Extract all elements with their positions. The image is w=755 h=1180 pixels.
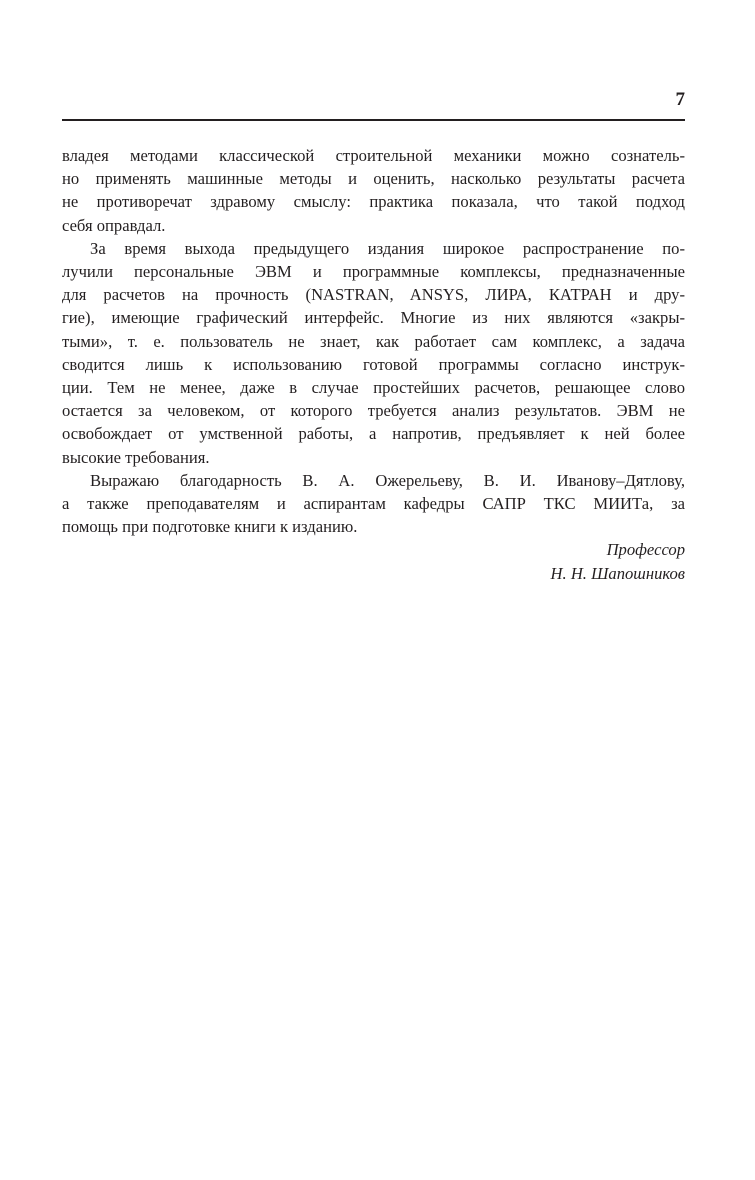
text-line: а также преподавателям и аспирантам кафедры САПР ТКС МИИТа, за: [62, 494, 685, 514]
text-line: но применять машинные методы и оценить, насколько результаты расчета: [62, 169, 685, 189]
text-line: тыми», т. е. пользователь не знает, как работает сам комплекс, а задача: [62, 331, 685, 351]
text-line: гие), имеющие графический интерфейс. Многие из них являются «закры-: [62, 308, 685, 328]
page-body: [62, 144, 685, 585]
text-line: сводится лишь к использованию готовой программы согласно инструк-: [62, 354, 685, 374]
text-line: не противоречат здравому смыслу: практика показала, что такой подход: [62, 192, 685, 212]
text-line: для расчетов на прочность (NASTRAN, ANSYS, ЛИРА, КАТРАН и дру-: [62, 285, 685, 305]
text-line: Выражаю благодарность В. А. Ожерельеву, В. И. Иванову–Дятлову,: [90, 470, 685, 490]
text-line: лучили персональные ЭВМ и программные комплексы, предназначенные: [62, 262, 685, 282]
text-line: себя оправдал.: [62, 215, 166, 235]
text-line: владея методами классической строительной механики можно сознатель-: [62, 146, 685, 165]
text-line: высокие требования.: [62, 447, 210, 467]
text-line: За время выхода предыдущего издания широкое распространение по-: [90, 238, 685, 258]
text-line: ции. Тем не менее, даже в случае простейших расчетов, решающее слово: [62, 378, 685, 398]
signature-title: Профессор: [606, 540, 685, 560]
paragraph-3: [62, 469, 685, 539]
signature-name: Н. Н. Шапошников: [550, 563, 685, 583]
page-number: 7: [675, 89, 685, 110]
text-line: помощь при подготовке книги к изданию.: [62, 517, 358, 537]
text-line: остается за человеком, от которого требуется анализ результатов. ЭВМ не: [62, 401, 685, 421]
signature-block: [62, 538, 685, 584]
text-line: освобождает от умственной работы, а напротив, предъявляет к ней более: [62, 424, 685, 444]
header-rule: [62, 119, 685, 121]
paragraph-1: [62, 144, 685, 237]
paragraph-2: [62, 237, 685, 469]
